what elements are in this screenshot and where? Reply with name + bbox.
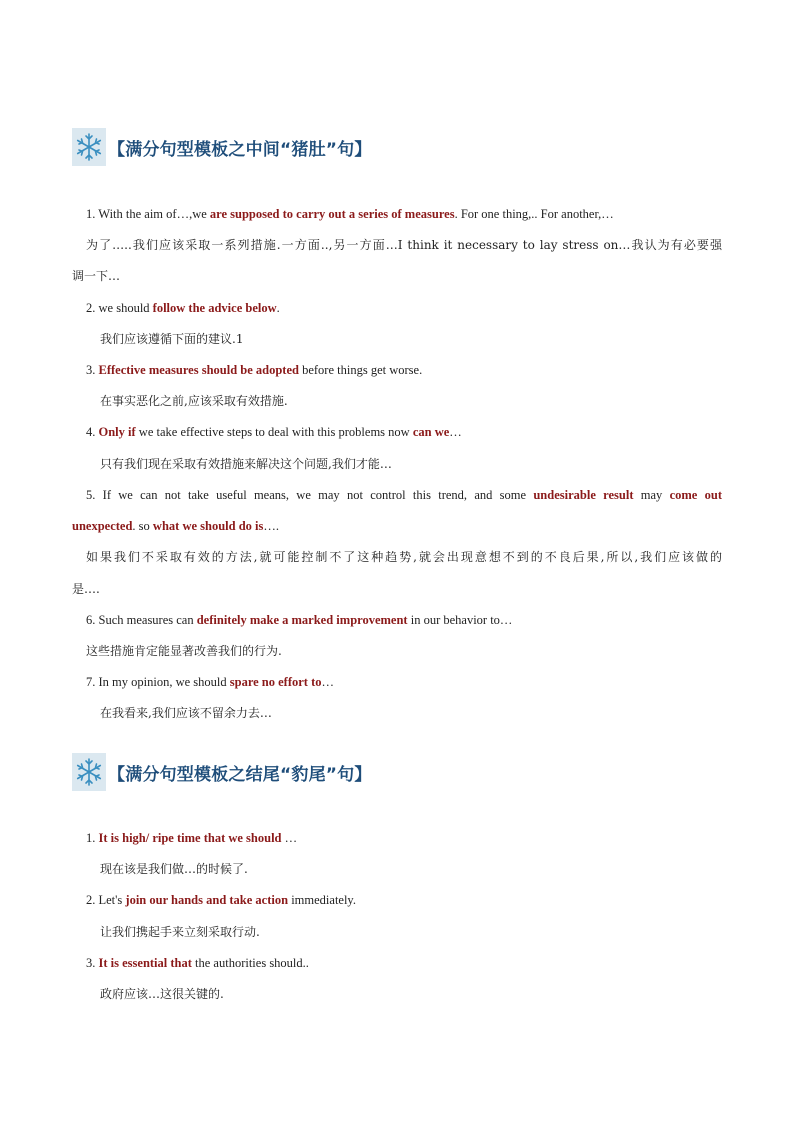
end-item-1-chinese: 现在该是我们做…的时候了. [100, 862, 248, 876]
section-title: 【满分句型模板之中间“猪肚”句】 [108, 139, 372, 160]
item-4-chinese: 只有我们现在采取有效措施来解决这个问题,我们才能… [100, 457, 392, 471]
item-4-english: 4. Only if we take effective steps to deal with this problems now can we… [86, 425, 462, 439]
item-1-chinese-cont: 调一下… [72, 269, 121, 283]
item-5-chinese: 如果我们不采取有效的方法,就可能控制不了这种趋势,就会出现意想不到的不良后果,所以,我们应该做的 [86, 550, 722, 564]
end-item-1-english: 1. It is high/ ripe time that we should … [86, 831, 298, 845]
item-6-chinese: 这些措施肯定能显著改善我们的行为. [86, 644, 282, 658]
item-1-chinese: 为了…..我们应该采取一系列措施.一方面..,另一方面…I think it necessary to lay stress on…我认为有必要强 [86, 238, 722, 252]
item-5-chinese-cont: 是…. [72, 582, 100, 596]
item-7-english: 7. In my opinion, we should spare no effort to… [86, 675, 335, 689]
item-3-chinese: 在事实恶化之前,应该采取有效措施. [100, 394, 288, 408]
item-1-english: 1. With the aim of…,we are supposed to carry out a series of measures. For one thing,.. For another,… [86, 207, 614, 221]
end-item-2-english: 2. Let's join our hands and take action immediately. [86, 893, 356, 907]
item-3-english: 3. Effective measures should be adopted before things get worse. [86, 363, 423, 377]
section-heading-middle [72, 127, 372, 167]
item-6-english: 6. Such measures can definitely make a marked improvement in our behavior to… [86, 613, 513, 627]
item-7-chinese: 在我看来,我们应该不留余力去… [100, 706, 272, 720]
item-2-english: 2. we should follow the advice below. [86, 301, 280, 315]
end-item-3-english: 3. It is essential that the authorities should.. [86, 956, 309, 970]
end-item-3-chinese: 政府应该…这很关键的. [100, 987, 224, 1001]
item-5-english-cont: unexpected. so what we should do is…. [72, 519, 279, 533]
end-item-2-chinese: 让我们携起手来立刻采取行动. [100, 925, 260, 939]
snowflake-icon [72, 753, 106, 791]
item-2-chinese: 我们应该遵循下面的建议.1 [100, 332, 244, 346]
section-title: 【满分句型模板之结尾“豹尾”句】 [108, 764, 372, 785]
item-5-english: 5. If we can not take useful means, we may not control this trend, and some undesirable result may come out [86, 488, 722, 502]
snowflake-icon [72, 128, 106, 166]
section-heading-end [72, 752, 372, 792]
